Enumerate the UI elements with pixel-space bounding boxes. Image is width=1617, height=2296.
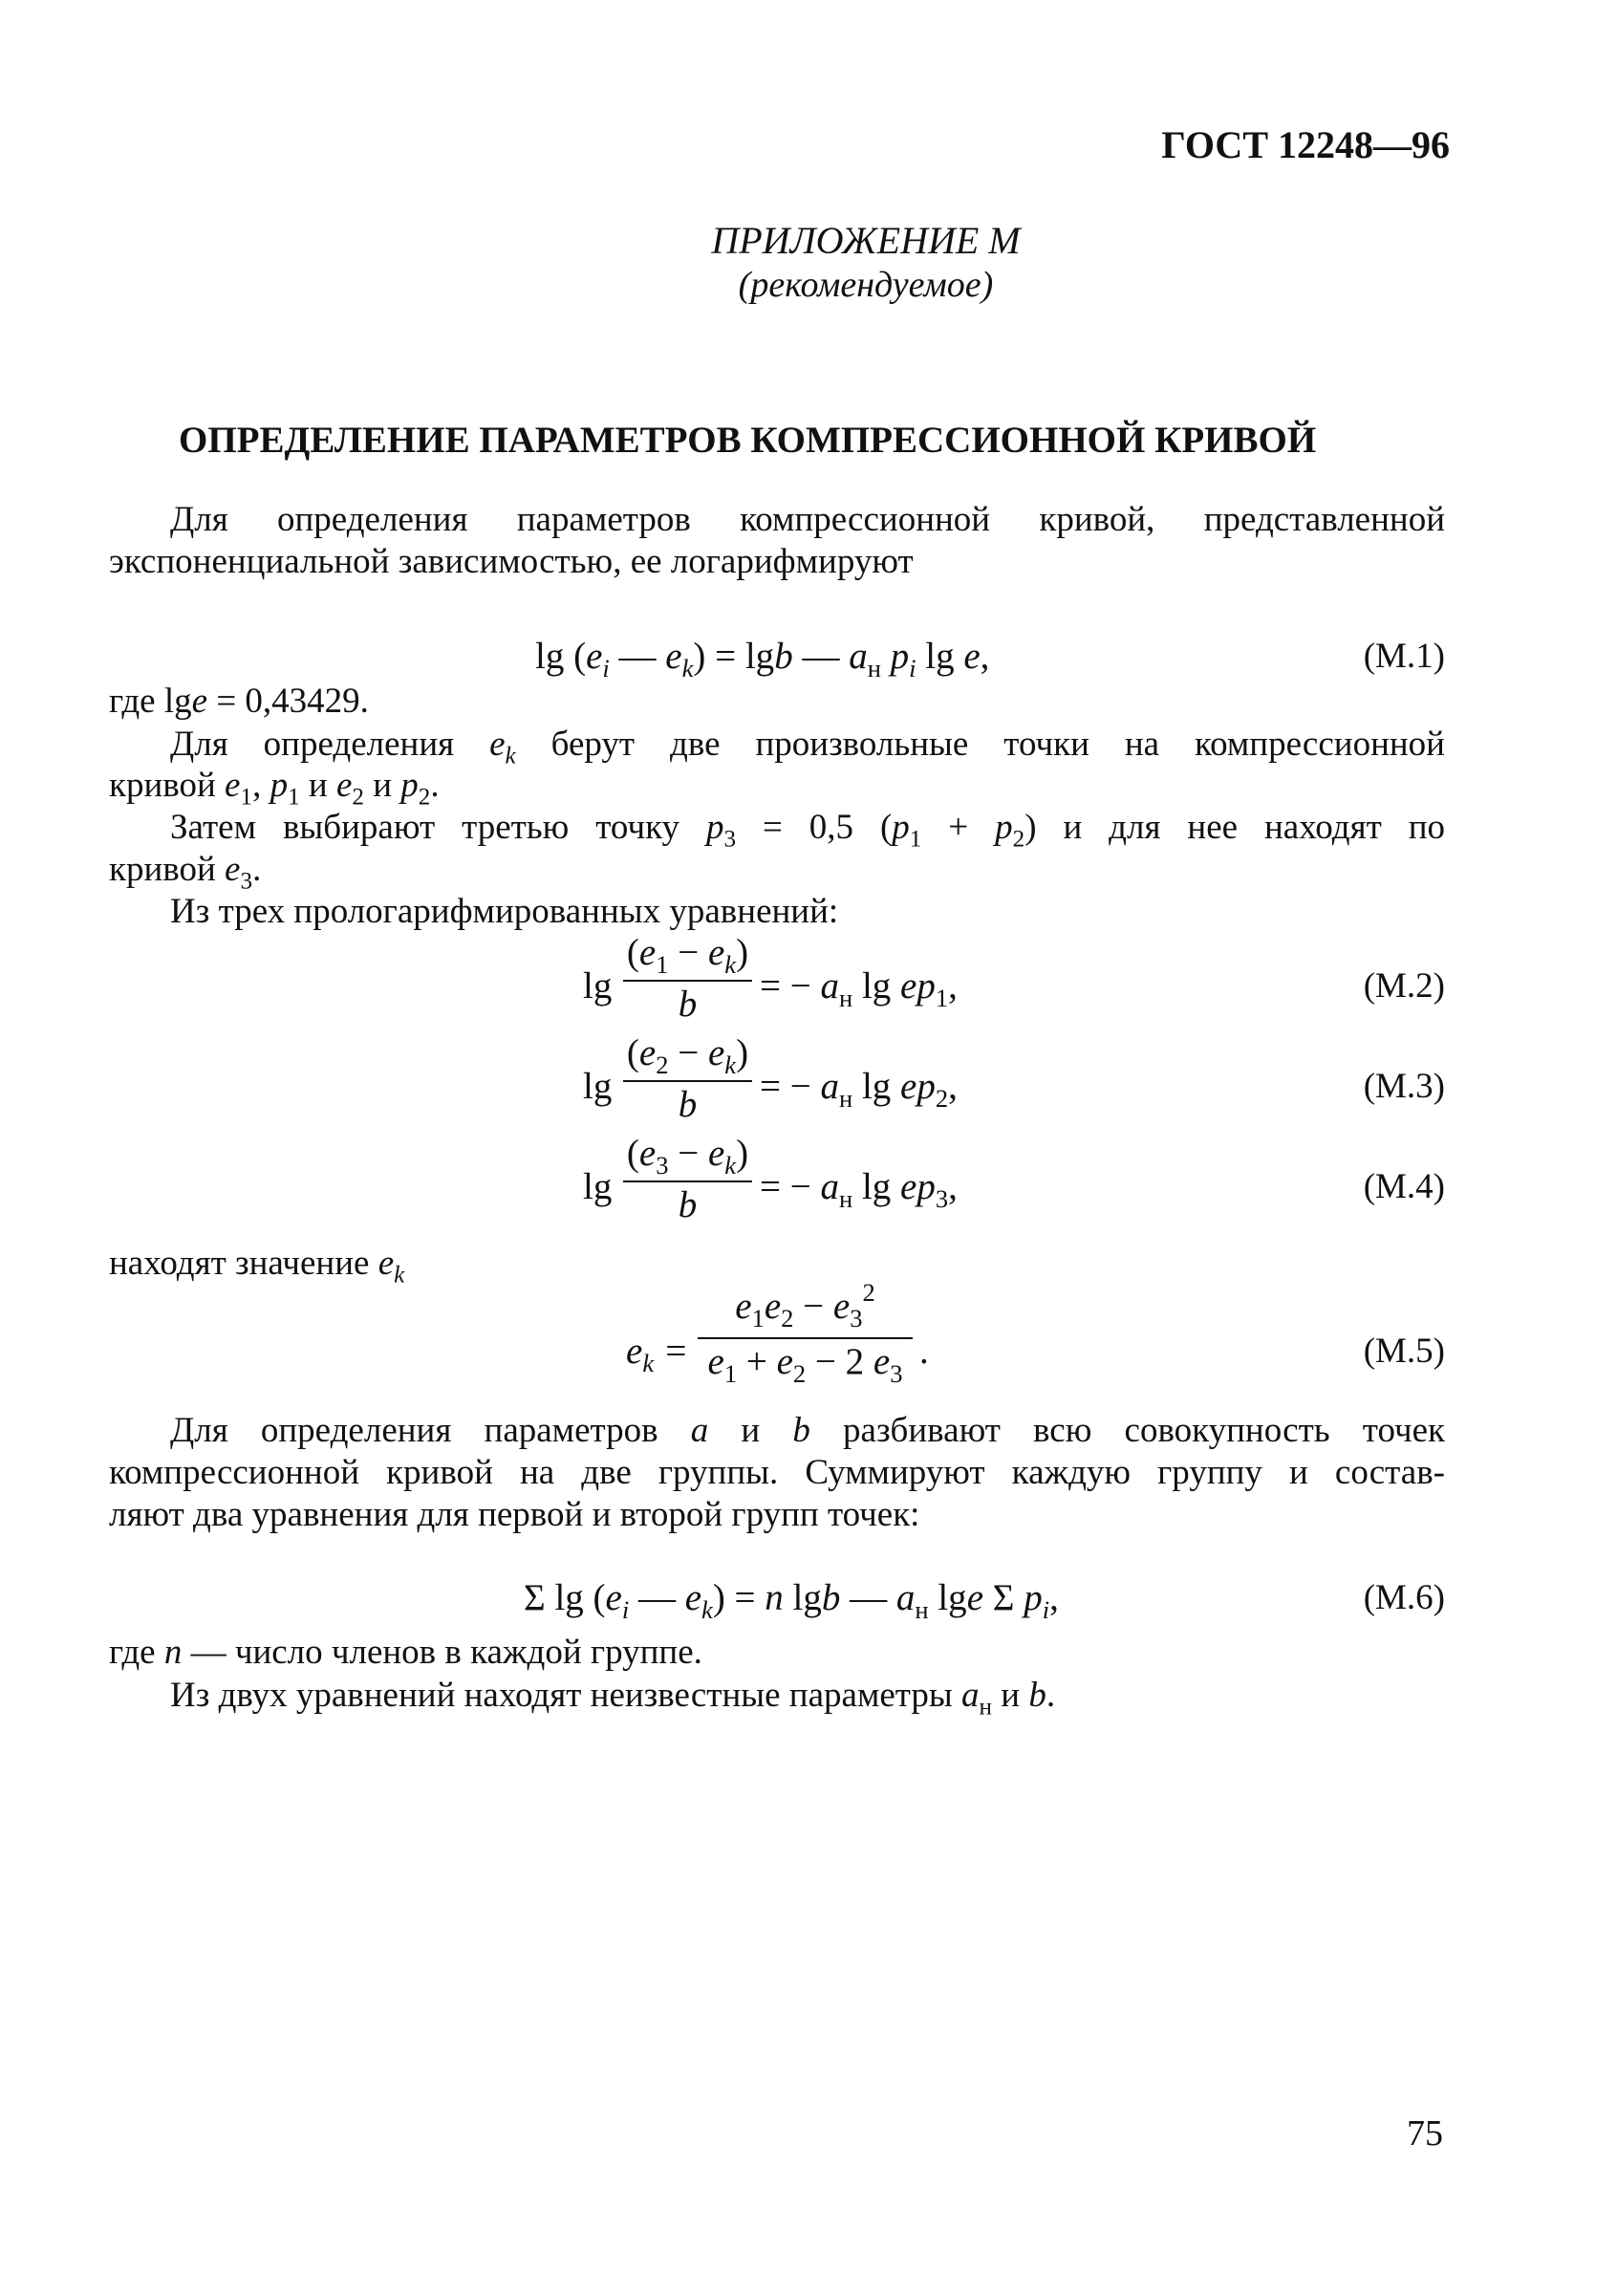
p3-end: ) и для нее находят по <box>1024 808 1445 847</box>
where-lg-value: = 0,43429. <box>207 682 369 721</box>
paragraph-line: кривой $e_3$. <box>109 850 262 895</box>
section-title: ОПРЕДЕЛЕНИЕ ПАРАМЕТРОВ КОМПРЕССИОННОЙ КРИВОЙ <box>179 420 1317 461</box>
p2-start: Для определения <box>170 725 490 764</box>
equation-m5: $e_k$ = <box>626 1331 689 1377</box>
fraction-m4: $(e_3 - e_k)$ b <box>623 1133 752 1228</box>
paragraph-line: компрессионной кривой на две группы. Суммируют каждую группу и состав- <box>109 1453 1445 1492</box>
paragraph-line: Затем выбирают третью точку $p_3 = 0,5$ $(p_1 + p_2)$ и для нее находят по <box>170 808 1445 853</box>
equation-m4: lg <box>583 1166 613 1207</box>
paragraph-line: экспоненциальной зависимостью, ее логарифмируют <box>109 542 914 581</box>
document-id: ГОСТ 12248—96 <box>1161 123 1450 166</box>
p6-line1-end: разбивают всю совокупность точек <box>843 1411 1445 1450</box>
appendix-title: ПРИЛОЖЕНИЕ М <box>711 219 1021 262</box>
fraction-m2: $(e_1 - e_k)$ b <box>623 932 752 1028</box>
equation-m4-rhs: = − $a_н$ $\lg ep_3$, <box>760 1166 958 1213</box>
p7-text: Из двух уравнений находят неизвестные параметры <box>170 1676 953 1715</box>
paragraph-line: где lge = 0,43429. <box>109 682 369 721</box>
paragraph-line: Для определения $e_k$ берут две произвольные точки на компрессионной <box>170 725 1445 769</box>
equation-label: (М.3) <box>1363 1067 1445 1106</box>
p3-eq: = 0,5 ( <box>736 808 893 847</box>
paragraph-line: Для определения параметров a и b разбивают всю совокупность точек <box>170 1411 1445 1450</box>
equation-m6: Σ $\lg (e_i$ — $e_k) = n$ lgb — $a_н$ lge Σ $p_i$, <box>524 1577 1059 1624</box>
equation-label: (М.2) <box>1363 966 1445 1006</box>
equation-m1: $\lg (e_i$ — $e_k) = \lg b$ — $a_н$ $p_i$ lg e, <box>535 636 990 682</box>
equation-label: (М.5) <box>1363 1332 1445 1371</box>
fraction-m5: $e_1e_2 - e_3^2$ $e_1 + e_2 - 2$ $e_3$ <box>698 1286 913 1391</box>
paragraph-line: кривой $e_1$, $p_1$ и $e_2$ и $p_2$. <box>109 766 440 811</box>
equation-label: (М.6) <box>1363 1578 1445 1617</box>
equation-label: (М.4) <box>1363 1167 1445 1206</box>
equation-label: (М.1) <box>1363 637 1445 676</box>
p3-line2: кривой <box>109 850 226 889</box>
equation-m5-dot: . <box>919 1331 929 1372</box>
p2-line2-start: кривой <box>109 766 226 805</box>
fraction-m3: $(e_2 - e_k)$ b <box>623 1032 752 1128</box>
paragraph-line: находят значение $e_k$ <box>109 1244 405 1289</box>
paragraph-line: ляют два уравнения для первой и второй групп точек: <box>109 1495 920 1534</box>
page-number: 75 <box>1407 2113 1443 2154</box>
p6-line1: Для определения параметров <box>170 1411 658 1450</box>
equation-m2: lg <box>583 965 613 1007</box>
paragraph-line: Из трех прологарифмированных уравнений: <box>170 892 839 931</box>
equation-m3-rhs: = − $a_н$ $\lg ep_2$, <box>760 1066 958 1113</box>
where-lg-text: где lg <box>109 682 192 721</box>
paragraph-line: Из двух уравнений находят неизвестные параметры $a_н$ и b. <box>170 1676 1056 1721</box>
appendix-subtitle: (рекомендуемое) <box>738 265 994 305</box>
equation-m2-rhs: = − $a_н$ $\lg ep_1$, <box>760 965 958 1012</box>
p3-start: Затем выбирают третью точку <box>170 808 706 847</box>
where-n-text: — число членов в каждой группе. <box>182 1633 702 1672</box>
p2-mid: берут две произвольные точки на компрессионной <box>515 725 1445 764</box>
p5-text: находят значение <box>109 1244 378 1283</box>
equation-m3: lg <box>583 1066 613 1107</box>
paragraph-line: Для определения параметров компрессионной кривой, представленной <box>170 500 1445 539</box>
paragraph-line: где n — число членов в каждой группе. <box>109 1633 702 1672</box>
